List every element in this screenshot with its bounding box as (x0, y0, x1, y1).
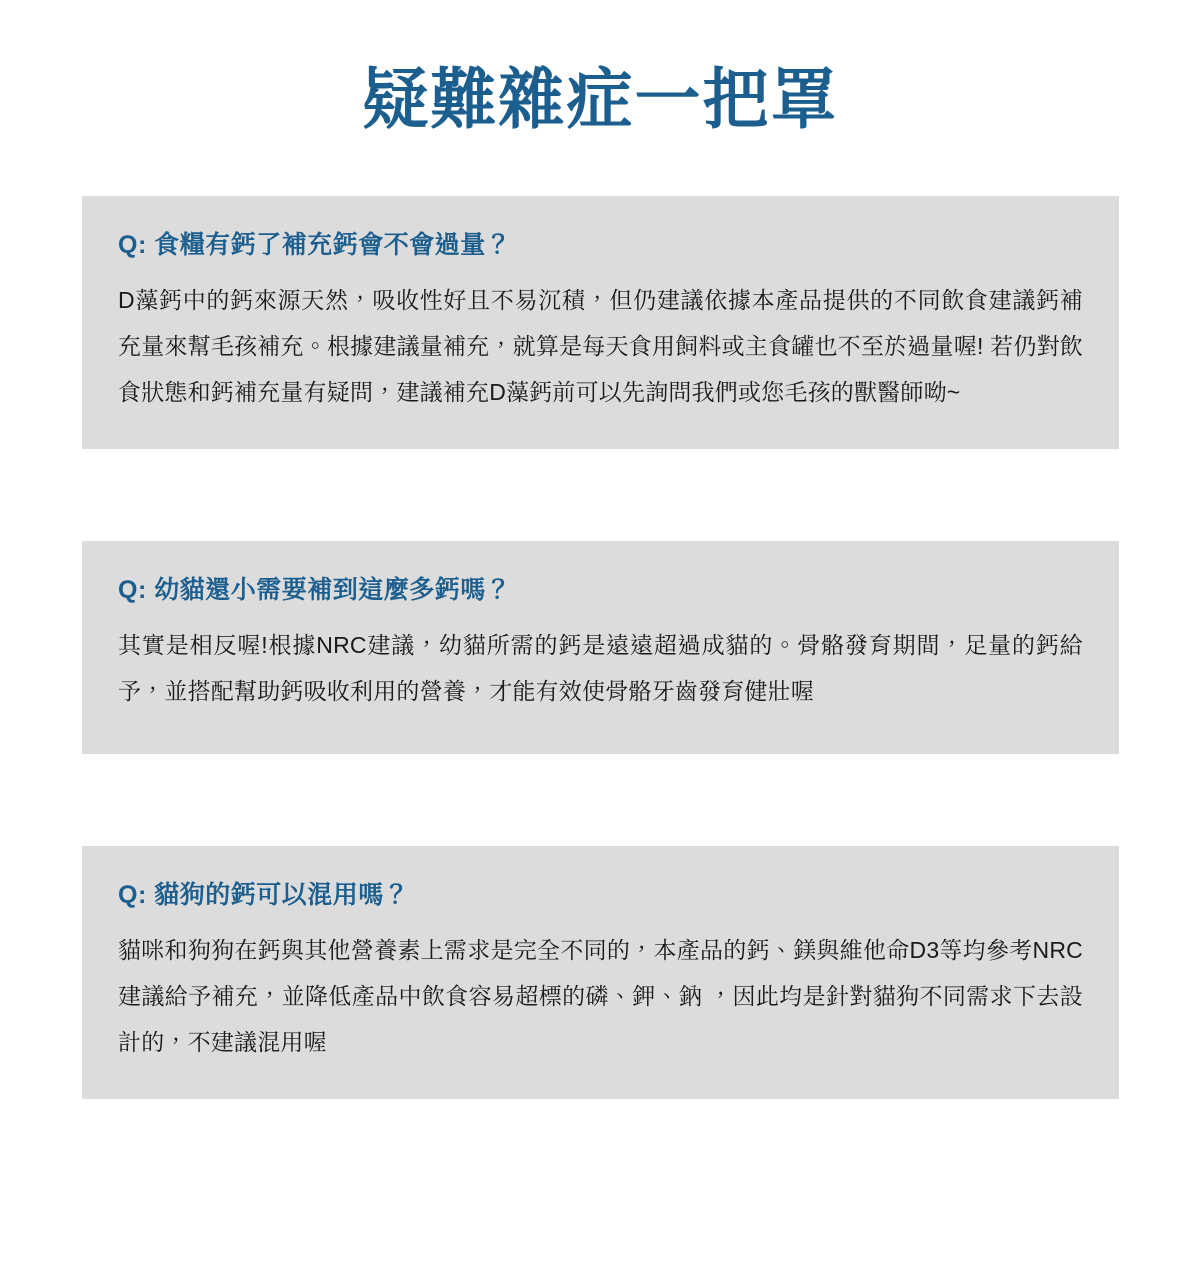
faq-question: Q: 食糧有鈣了補充鈣會不會過量？ (118, 230, 512, 259)
faq-question: Q: 幼貓還小需要補到這麼多鈣嗎？ (118, 575, 512, 604)
faq-answer: D藻鈣中的鈣來源天然，吸收性好且不易沉積，但仍建議依據本產品提供的不同飲食建議鈣補充量來幫毛孩補充。根據建議量補充，就算是每天食用飼料或主食罐也不至於過量喔! 若仍對飲食狀態和鈣補充量有疑問，建議補充D藻鈣前可以先詢問我們或您毛孩的獸醫師呦~ (118, 286, 1083, 405)
faq-answer: 貓咪和狗狗在鈣與其他營養素上需求是完全不同的，本產品的鈣、鎂與維他命D3等均參考NRC建議給予補充，並降低產品中飲食容易超標的磷、鉀、鈉 ，因此均是針對貓狗不同需求下去設計的，不建議混用喔 (118, 936, 1083, 1055)
faq-item (82, 846, 1119, 1099)
page-title: 疑難雜症一把罩 (362, 62, 839, 136)
faq-item (82, 541, 1119, 754)
faq-answer: 其實是相反喔!根據NRC建議，幼貓所需的鈣是遠遠超過成貓的。骨骼發育期間，足量的鈣給予，並搭配幫助鈣吸收利用的營養，才能有效使骨骼牙齒發育健壯喔 (118, 631, 1083, 704)
faq-item (82, 196, 1119, 449)
faq-question: Q: 貓狗的鈣可以混用嗎？ (118, 880, 410, 909)
faq-list (0, 196, 1201, 1099)
